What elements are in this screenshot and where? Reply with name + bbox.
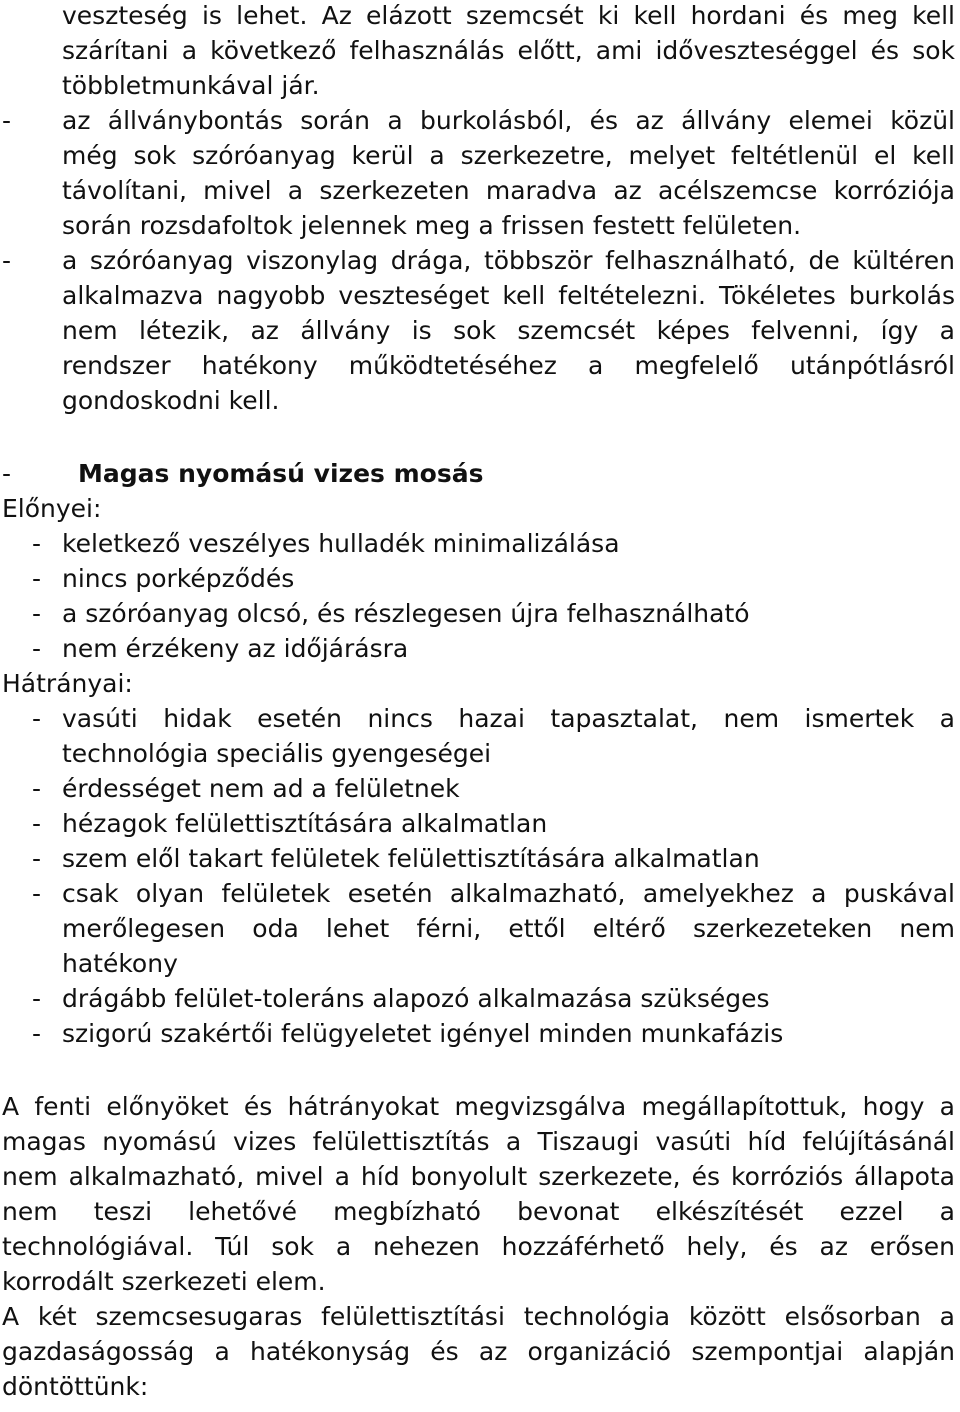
list-dash: - [32,774,42,803]
list-dash: - [32,634,42,663]
list-dash: - [32,564,42,593]
list-dash: - [32,809,42,838]
list-dash: - [32,704,42,733]
list-item-continuation: technológia speciális gyengeségei [62,739,492,768]
list-dash: - [2,106,12,135]
list-item-continuation: hatékony [62,949,178,978]
advantages-label: Előnyei: [2,494,102,523]
text-line: A két szemcsesugaras felülettisztítási technológia között elsősorban a [2,1302,955,1331]
text-line: döntöttünk: [2,1372,149,1401]
text-line: gondoskodni kell. [62,386,280,415]
list-item: nem érzékeny az időjárásra [62,634,409,663]
text-line: távolítani, mivel a szerkezeten maradva az acélszemcse korróziója [62,176,955,205]
text-line: az állványbontás során a burkolásból, és az állvány elemei közül [62,106,955,135]
text-line: többletmunkával jár. [62,71,320,100]
text-line: nem létezik, az állvány is sok szemcsét képes felvenni, így a [62,316,955,345]
list-dash: - [32,984,42,1013]
list-item: nincs porképződés [62,564,295,593]
text-line: technológiával. Túl sok a nehezen hozzáférhető hely, és az erősen [2,1232,955,1261]
heading-dash: - [2,459,12,488]
text-line: A fenti előnyöket és hátrányokat megvizsgálva megállapítottuk, hogy a [2,1092,955,1121]
list-item: a szóróanyag olcsó, és részlegesen újra felhasználható [62,599,750,628]
list-item: csak olyan felületek esetén alkalmazható, amelyekhez a puskával [62,879,955,908]
list-dash: - [2,246,12,275]
text-line: gazdaságosság a hatékonyság és az organizáció szempontjai alapján [2,1337,955,1366]
disadvantages-label: Hátrányai: [2,669,133,698]
list-item: szigorú szakértői felügyeletet igényel minden munkafázis [62,1019,784,1048]
list-item: vasúti hidak esetén nincs hazai tapasztalat, nem ismertek a [62,704,955,733]
text-line: még sok szóróanyag kerül a szerkezetre, melyet feltétlenül el kell [62,141,955,170]
text-line: veszteség is lehet. Az elázott szemcsét ki kell hordani és meg kell [62,1,955,30]
list-item: keletkező veszélyes hulladék minimalizálása [62,529,620,558]
text-line: alkalmazva nagyobb veszteséget kell feltételezni. Tökéletes burkolás [62,281,955,310]
list-item: érdességet nem ad a felületnek [62,774,460,803]
text-line: rendszer hatékony működtetéséhez a megfelelő utánpótlásról [62,351,955,380]
text-line: nem teszi lehetővé megbízható bevonat elkészítését ezzel a [2,1197,955,1226]
list-dash: - [32,844,42,873]
text-line: szárítani a következő felhasználás előtt, ami időveszteséggel és sok [62,36,955,65]
list-item: drágább felület-toleráns alapozó alkalmazása szükséges [62,984,770,1013]
text-line: nem alkalmazható, mivel a híd bonyolult szerkezete, és korróziós állapota [2,1162,955,1191]
text-line: korrodált szerkezeti elem. [2,1267,326,1296]
text-line: a szóróanyag viszonylag drága, többször felhasználható, de kültéren [62,246,955,275]
list-dash: - [32,599,42,628]
text-line: magas nyomású vizes felülettisztítás a Tiszaugi vasúti híd felújításánál [2,1127,955,1156]
list-item: hézagok felülettisztítására alkalmatlan [62,809,548,838]
list-item: szem elől takart felületek felülettisztítására alkalmatlan [62,844,760,873]
list-dash: - [32,879,42,908]
list-dash: - [32,1019,42,1048]
text-line: során rozsdafoltok jelennek meg a frissen festett felületen. [62,211,802,240]
list-item-continuation: merőlegesen oda lehet férni, ettől eltérő szerkezeteken nem [62,914,955,943]
section-heading: Magas nyomású vizes mosás [78,459,484,488]
list-dash: - [32,529,42,558]
